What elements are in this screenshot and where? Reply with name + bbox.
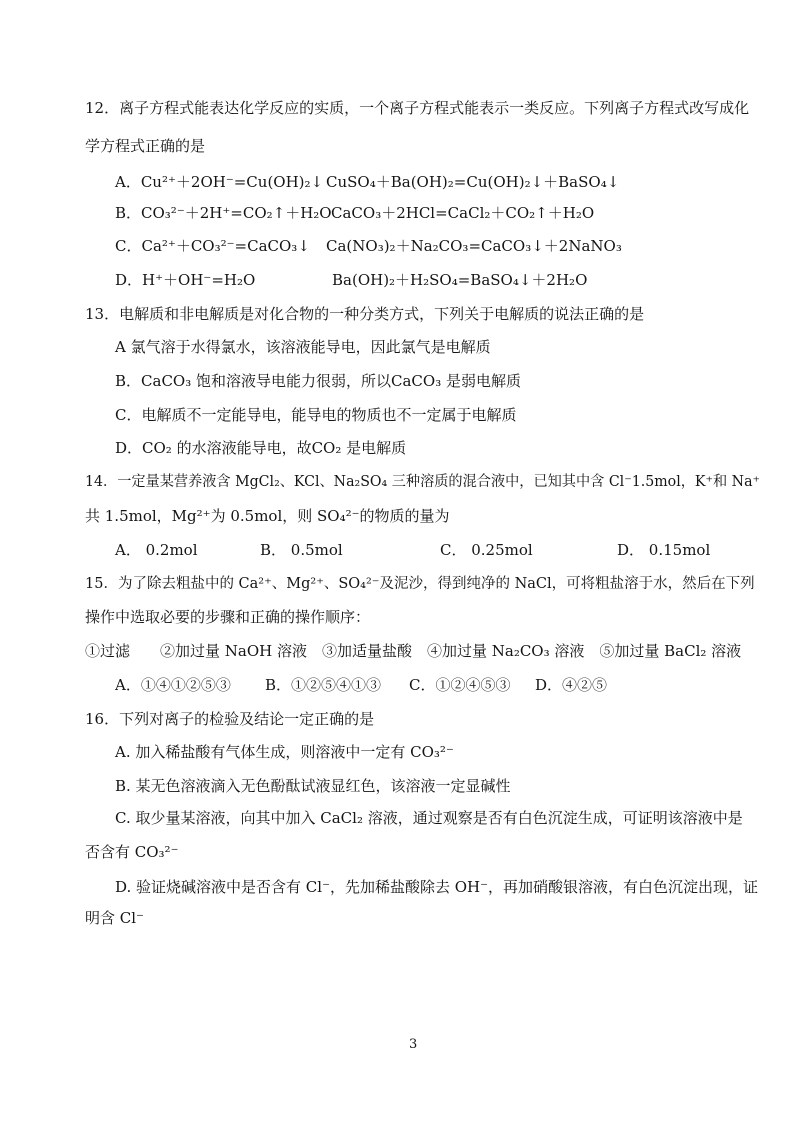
q12-option-c-ionic: C．Ca²⁺＋CO₃²⁻=CaCO₃↓ <box>115 237 310 255</box>
q12-stem-line2: 学方程式正确的是 <box>85 137 206 155</box>
q15-stem-line2: 操作中选取必要的步骤和正确的操作顺序： <box>85 608 371 626</box>
q12-stem-line1: 12．离子方程式能表达化学反应的实质，一个离子方程式能表示一类反应。下列离子方程式改写成化 <box>85 99 750 117</box>
q14-stem-line2: 共 1.5mol，Mg²⁺为 0.5mol，则 SO₄²⁻的物质的量为 <box>85 507 450 525</box>
q12-option-d-chemical: Ba(OH)₂＋H₂SO₄=BaSO₄↓＋2H₂O <box>332 271 588 289</box>
q16-option-b: B. 某无色溶液滴入无色酚酞试液显红色，该溶液一定显碱性 <box>115 777 511 795</box>
q15-steps: ①过滤 ②加过量 NaOH 溶液 ③加适量盐酸 ④加过量 Na₂CO₃ 溶液 ⑤加过量 BaCl₂ 溶液 <box>85 642 742 660</box>
q16-option-c-line2: 否含有 CO₃²⁻ <box>85 843 179 861</box>
q12-option-b-chemical: CaCO₃＋2HCl=CaCl₂＋CO₂↑＋H₂O <box>331 204 595 222</box>
q12-option-a-chemical: CuSO₄＋Ba(OH)₂=Cu(OH)₂↓＋BaSO₄↓ <box>326 173 620 191</box>
page-number: 3 <box>409 1037 418 1052</box>
q15-option-d: D．④②⑤ <box>535 676 608 694</box>
q12-option-c-chemical: Ca(NO₃)₂＋Na₂CO₃=CaCO₃↓＋2NaNO₃ <box>326 237 622 255</box>
q14-option-c: C． 0.25mol <box>440 541 533 559</box>
q15-option-b: B．①②⑤④①③ <box>265 676 382 694</box>
q13-option-a: A 氯气溶于水得氯水，该溶液能导电，因此氯气是电解质 <box>115 338 491 356</box>
q16-stem: 16．下列对离子的检验及结论一定正确的是 <box>85 710 375 728</box>
q14-stem-line1: 14．一定量某营养液含 MgCl₂、KCl、Na₂SO₄ 三种溶质的混合液中，已知其中含 Cl⁻1.5mol，K⁺和 Na⁺ <box>85 474 760 490</box>
q13-stem: 13．电解质和非电解质是对化合物的一种分类方式，下列关于电解质的说法正确的是 <box>85 305 645 323</box>
q13-option-d: D．CO₂ 的水溶液能导电，故CO₂ 是电解质 <box>115 439 407 457</box>
q16-option-d-line2: 明含 Cl⁻ <box>85 909 144 927</box>
q14-option-a: A． 0.2mol <box>115 541 198 559</box>
q12-option-a-ionic: A．Cu²⁺＋2OH⁻=Cu(OH)₂↓ <box>115 173 324 191</box>
q15-option-c: C．①②④⑤③ <box>409 676 511 694</box>
q12-option-b-ionic: B．CO₃²⁻＋2H⁺=CO₂↑＋H₂O <box>115 204 332 222</box>
q12-option-d-ionic: D．H⁺＋OH⁻=H₂O <box>115 271 256 289</box>
q13-option-c: C．电解质不一定能导电，能导电的物质也不一定属于电解质 <box>115 406 517 424</box>
q16-option-a: A. 加入稀盐酸有气体生成，则溶液中一定有 CO₃²⁻ <box>115 743 454 761</box>
q16-option-d-line1: D. 验证烧碱溶液中是否含有 Cl⁻，先加稀盐酸除去 OH⁻，再加硝酸银溶液，有白色沉淀出现，证 <box>115 878 759 896</box>
q15-option-a: A．①④①②⑤③ <box>115 676 231 694</box>
q14-option-d: D． 0.15mol <box>617 541 711 559</box>
q13-option-b: B．CaCO₃ 饱和溶液导电能力很弱，所以CaCO₃ 是弱电解质 <box>115 372 521 390</box>
q15-stem-line1: 15．为了除去粗盐中的 Ca²⁺、Mg²⁺、SO₄²⁻及泥沙，得到纯净的 NaCl，可将粗盐溶于水，然后在下列 <box>85 576 755 592</box>
q14-option-b: B． 0.5mol <box>260 541 343 559</box>
q16-option-c-line1: C. 取少量某溶液，向其中加入 CaCl₂ 溶液，通过观察是否有白色沉淀生成，可证明该溶液中是 <box>115 809 743 827</box>
